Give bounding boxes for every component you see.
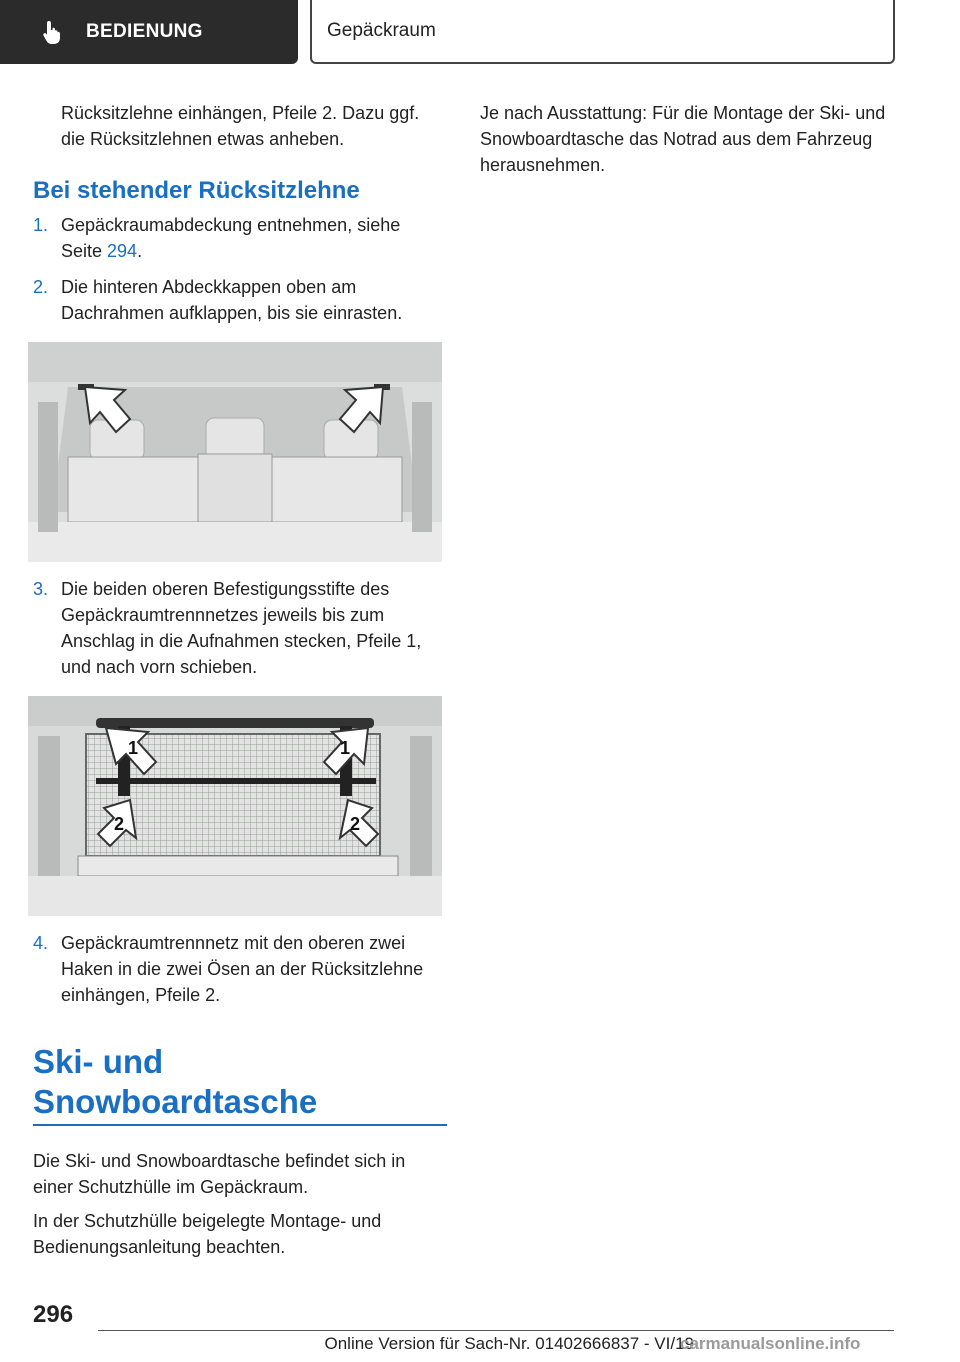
page-number: 296 [33, 1301, 74, 1328]
step-2 [33, 274, 445, 326]
step-4 [33, 930, 445, 1008]
pointing-hand-icon [40, 19, 66, 45]
body-paragraph-2: In der Schutzhülle beigelegte Montage- und Bedienungsanleitung beachten. [33, 1211, 382, 1257]
watermark: carmanualsonline.info [680, 1334, 861, 1353]
body-paragraph-1: Die Ski- und Snowboardtasche befindet sich in einer Schutzhülle im Gepäckraum. [33, 1151, 406, 1197]
step-text: Gepäckraumabdeckung entnehmen, siehe Seite 294. [61, 215, 401, 261]
cargo-area-figure-1 [28, 342, 442, 562]
step-number: 3. [33, 579, 49, 599]
svg-text:2: 2 [350, 814, 361, 834]
footer-divider [98, 1330, 894, 1331]
svg-text:1: 1 [128, 738, 139, 758]
footer-version: Online Version für Sach-Nr. 01402666837 - VI/19 [324, 1334, 694, 1353]
right-column [480, 100, 890, 178]
heading-divider [33, 1124, 447, 1126]
page-link[interactable]: 294 [107, 241, 138, 261]
section-label: BEDIENUNG [86, 21, 203, 42]
right-paragraph: Je nach Ausstattung: Für die Montage der Ski- und Snowboardtasche das Notrad aus dem Fahrzeug herausnehmen. [480, 103, 886, 175]
step-text: Die beiden oberen Befestigungsstifte des Gepäckraumtrennnetzes jeweils bis zum Anschlag in die Aufnahmen stecken, Pfeile 1, und nach vorn schieben. [61, 579, 422, 677]
step-1 [33, 212, 445, 264]
left-column [33, 100, 445, 1260]
cargo-net-figure-2 [28, 696, 442, 916]
step-text: Die hinteren Abdeckkappen oben am Dachrahmen aufklappen, bis sie einrasten. [61, 277, 403, 323]
svg-text:1: 1 [340, 738, 351, 758]
chapter-label: Gepäckraum [327, 20, 436, 41]
subheading: Bei stehender Rücksitzlehne [33, 177, 360, 204]
step-text: Gepäckraumtrennnetz mit den oberen zwei Haken in die zwei Ösen an der Rücksitzlehne einhängen, Pfeile 2. [61, 933, 424, 1005]
intro-text: Rücksitzlehne einhängen, Pfeile 2. Dazu ggf. die Rücksitzlehnen etwas anheben. [61, 103, 420, 149]
step-number: 2. [33, 277, 49, 297]
step-number: 4. [33, 933, 49, 953]
svg-text:2: 2 [114, 814, 125, 834]
section-heading: Ski- und Snowboardtasche [33, 1043, 318, 1120]
section-tab[interactable] [0, 0, 298, 64]
chapter-box [310, 0, 895, 64]
step-3 [33, 576, 445, 680]
step-number: 1. [33, 215, 49, 235]
